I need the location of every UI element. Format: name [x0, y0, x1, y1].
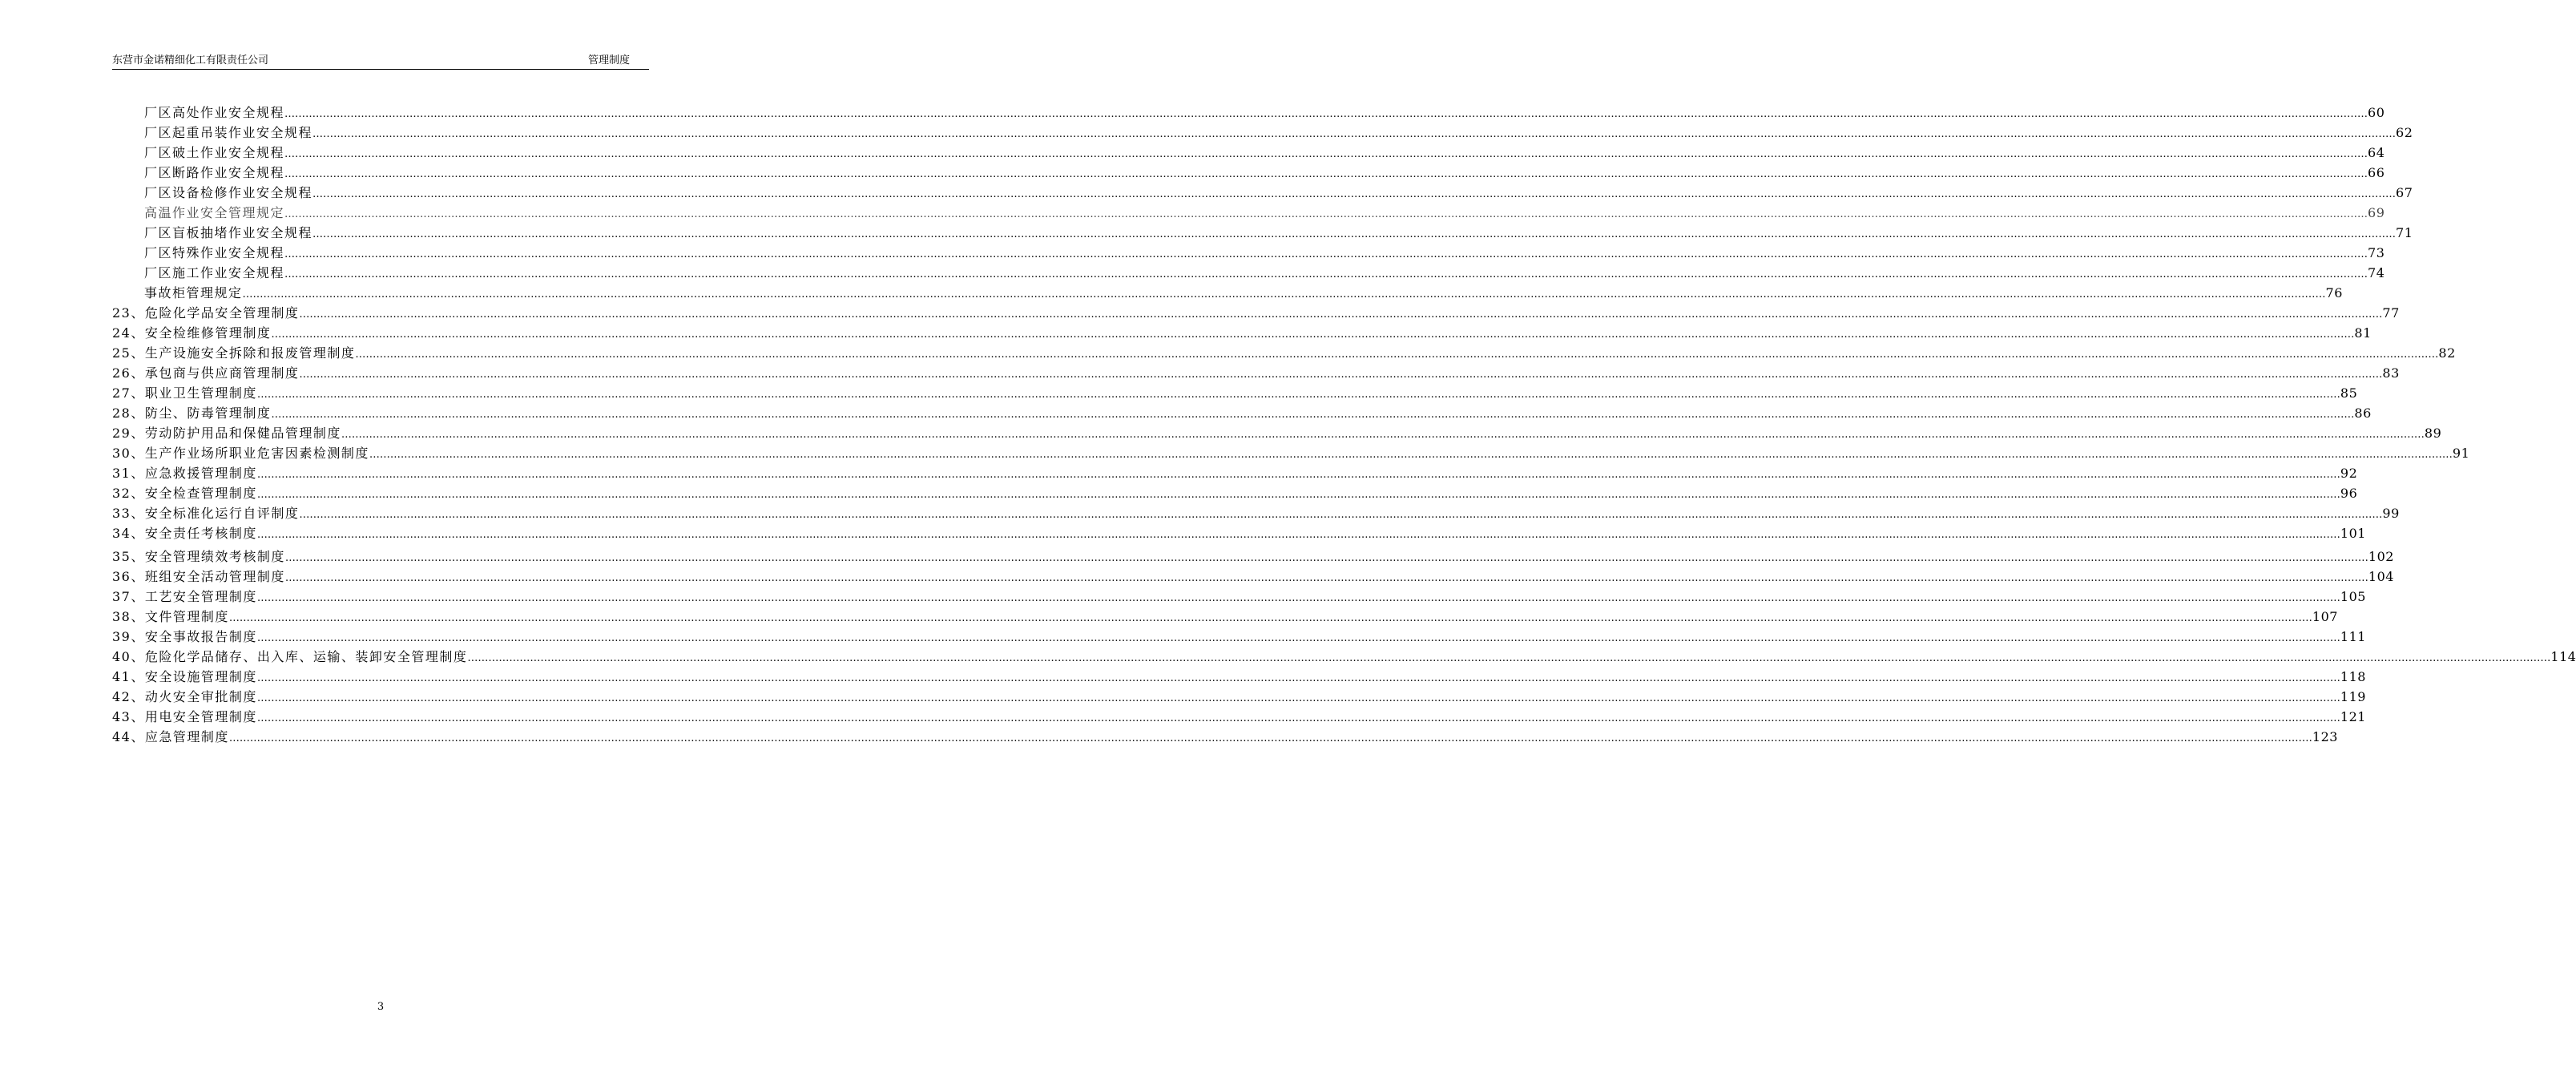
toc-entry-title: 厂区断路作业安全规程 [144, 165, 285, 180]
toc-entry-title: 厂区破土作业安全规程 [144, 145, 285, 160]
toc-entry-number: 27、 [112, 385, 145, 401]
toc-entry-number: 43、 [112, 709, 145, 724]
toc-entry-number: 40、 [112, 649, 145, 664]
toc-entry-page: 83 [2382, 365, 2400, 381]
dot-leader: …………………………………………………………………………………………………………………………………………………………………………………………………………………………………………………………………………………………………………………………………………………………………………………………………………………………………………………………………………………………………………………………………………………… [256, 672, 2340, 684]
toc-entry-number: 39、 [112, 629, 145, 644]
toc-entry [112, 567, 2394, 584]
toc-entry [144, 203, 2385, 220]
toc-entry [112, 343, 2456, 361]
toc-entry-title: 动火安全审批制度 [144, 689, 257, 704]
toc-entry [112, 383, 2358, 401]
toc-entry-page: 71 [2396, 225, 2413, 240]
toc-entry-page: 96 [2340, 486, 2358, 501]
toc-entry-title: 安全设施管理制度 [144, 669, 257, 684]
toc-entry [112, 423, 2442, 441]
toc-entry [112, 727, 2338, 744]
toc-entry [144, 263, 2385, 280]
company-name: 东营市金诺精细化工有限责任公司 [112, 54, 269, 67]
toc-entry-page: 118 [2340, 669, 2366, 684]
toc-entry-title: 安全管理绩效考核制度 [144, 549, 285, 564]
toc-entry-title: 安全事故报告制度 [144, 629, 257, 644]
dot-leader: …………………………………………………………………………………………………………………………………………………………………………………………………………………………………………………………………………………………………………………………………………………………………………………………………………………………………………………………………………………………………………………………………………………… [256, 692, 2340, 704]
dot-leader: …………………………………………………………………………………………………………………………………………………………………………………………………………………………………………………………………………………………………………………………………………………………………………………………………………………………………………………………………………………………………………………………………………………… [256, 469, 2340, 481]
toc-entry [112, 403, 2372, 421]
toc-entry-page: 62 [2396, 125, 2413, 140]
toc-entry-title: 安全责任考核制度 [144, 526, 257, 541]
toc-entry-title: 防尘、防毒管理制度 [144, 405, 272, 421]
toc-entry-page: 114 [2550, 649, 2576, 664]
toc-entry [144, 143, 2385, 160]
dot-leader: …………………………………………………………………………………………………………………………………………………………………………………………………………………………………………………………………………………………………………………………………………………………………………………………………………………………………………………………………………………………………………………………………………………… [299, 509, 2383, 521]
toc-entry [144, 223, 2413, 240]
dot-leader: …………………………………………………………………………………………………………………………………………………………………………………………………………………………………………………………………………………………………………………………………………………………………………………………………………………………………………………………………………………………………………………………………………………… [271, 409, 2355, 421]
toc-entry-number: 30、 [112, 446, 145, 461]
dot-leader: …………………………………………………………………………………………………………………………………………………………………………………………………………………………………………………………………………………………………………………………………………………………………………………………………………………………………………………………………………………………………………………………………………………… [299, 369, 2383, 381]
toc-entry-title: 高温作业安全管理规定 [144, 205, 285, 220]
toc-entry-page: 64 [2368, 145, 2385, 160]
toc-entry-number: 31、 [112, 466, 145, 481]
toc-entry [112, 463, 2358, 481]
toc-entry-page: 91 [2452, 446, 2470, 461]
dot-leader: …………………………………………………………………………………………………………………………………………………………………………………………………………………………………………………………………………………………………………………………………………………………………………………………………………………………………………………………………………………………………………………………………………………… [284, 268, 2368, 280]
toc-entry [112, 483, 2358, 501]
toc-entry-page: 60 [2368, 105, 2385, 120]
dot-leader: …………………………………………………………………………………………………………………………………………………………………………………………………………………………………………………………………………………………………………………………………………………………………………………………………………………………………………………………………………………………………………………………………………………… [256, 632, 2340, 644]
toc-entry-page: 67 [2396, 185, 2413, 200]
dot-leader: …………………………………………………………………………………………………………………………………………………………………………………………………………………………………………………………………………………………………………………………………………………………………………………………………………………………………………………………………………………………………………………………………………………… [312, 128, 2397, 140]
toc-entry [112, 363, 2400, 381]
toc-entry-title: 厂区盲板抽堵作业安全规程 [144, 225, 313, 240]
toc-entry-number: 44、 [112, 729, 145, 744]
toc-entry-number: 41、 [112, 669, 145, 684]
toc-entry [112, 687, 2366, 704]
toc-entry-title: 安全检维修管理制度 [144, 325, 272, 341]
toc-entry-title: 厂区特殊作业安全规程 [144, 245, 285, 260]
dot-leader: …………………………………………………………………………………………………………………………………………………………………………………………………………………………………………………………………………………………………………………………………………………………………………………………………………………………………………………………………………………………………………………………………………………… [467, 652, 2551, 664]
toc-entry-page: 119 [2340, 689, 2366, 704]
toc-entry-page: 89 [2424, 426, 2442, 441]
toc-entry-number: 28、 [112, 405, 145, 421]
dot-leader: …………………………………………………………………………………………………………………………………………………………………………………………………………………………………………………………………………………………………………………………………………………………………………………………………………………………………………………………………………………………………………………………………………………… [284, 108, 2368, 120]
dot-leader: …………………………………………………………………………………………………………………………………………………………………………………………………………………………………………………………………………………………………………………………………………………………………………………………………………………………………………………………………………………………………………………………………………………… [312, 188, 2397, 200]
toc-entry-title: 劳动防护用品和保健品管理制度 [144, 426, 341, 441]
toc-entry-title: 厂区设备检修作业安全规程 [144, 185, 313, 200]
toc-entry-title: 班组安全活动管理制度 [144, 569, 285, 584]
toc-entry-page: 82 [2438, 345, 2456, 361]
toc-entry [144, 183, 2413, 200]
dot-leader: …………………………………………………………………………………………………………………………………………………………………………………………………………………………………………………………………………………………………………………………………………………………………………………………………………………………………………………………………………………………………………………………………………………… [256, 529, 2340, 541]
toc-entry-number: 23、 [112, 305, 145, 321]
toc-entry [144, 103, 2385, 120]
toc-entry-title: 承包商与供应商管理制度 [144, 365, 300, 381]
toc-entry-number: 34、 [112, 526, 145, 541]
dot-leader: …………………………………………………………………………………………………………………………………………………………………………………………………………………………………………………………………………………………………………………………………………………………………………………………………………………………………………………………………………………………………………………………………………………… [256, 712, 2340, 724]
toc-entry-title: 厂区施工作业安全规程 [144, 265, 285, 280]
dot-leader: …………………………………………………………………………………………………………………………………………………………………………………………………………………………………………………………………………………………………………………………………………………………………………………………………………………………………………………………………………………………………………………………………………………… [284, 168, 2368, 180]
toc-entry-page: 102 [2368, 549, 2394, 564]
dot-leader: …………………………………………………………………………………………………………………………………………………………………………………………………………………………………………………………………………………………………………………………………………………………………………………………………………………………………………………………………………………………………………………………………………………… [284, 208, 2368, 220]
toc-entry-title: 危险化学品储存、出入库、运输、装卸安全管理制度 [144, 649, 468, 664]
toc-entry [112, 443, 2470, 461]
toc-entry-title: 危险化学品安全管理制度 [144, 305, 300, 321]
toc-entry-page: 81 [2354, 325, 2372, 341]
toc-entry-title: 用电安全管理制度 [144, 709, 257, 724]
dot-leader: …………………………………………………………………………………………………………………………………………………………………………………………………………………………………………………………………………………………………………………………………………………………………………………………………………………………………………………………………………………………………………………………………………………… [256, 489, 2340, 501]
dot-leader: …………………………………………………………………………………………………………………………………………………………………………………………………………………………………………………………………………………………………………………………………………………………………………………………………………………………………………………………………………………………………………………………………………………… [341, 429, 2425, 441]
toc-entry-number: 32、 [112, 486, 145, 501]
dot-leader: …………………………………………………………………………………………………………………………………………………………………………………………………………………………………………………………………………………………………………………………………………………………………………………………………………………………………………………………………………………………………………………………………………………… [284, 148, 2368, 160]
toc-entry [144, 163, 2385, 180]
section-name: 管理制度 [587, 54, 630, 67]
toc-entry-page: 105 [2340, 589, 2366, 604]
toc-entry [112, 523, 2366, 541]
toc-entry [112, 607, 2338, 624]
toc-entry-number: 37、 [112, 589, 145, 604]
toc-entry [144, 123, 2413, 140]
toc-entry-number: 36、 [112, 569, 145, 584]
toc-entry [112, 503, 2400, 521]
toc-entry-title: 应急救援管理制度 [144, 466, 257, 481]
toc-entry-number: 24、 [112, 325, 145, 341]
dot-leader: …………………………………………………………………………………………………………………………………………………………………………………………………………………………………………………………………………………………………………………………………………………………………………………………………………………………………………………………………………………………………………………………………………………… [355, 349, 2439, 361]
toc-entry-page: 123 [2312, 729, 2338, 744]
toc-entry [112, 323, 2372, 341]
dot-leader: …………………………………………………………………………………………………………………………………………………………………………………………………………………………………………………………………………………………………………………………………………………………………………………………………………………………………………………………………………………………………………………………………………………… [256, 592, 2340, 604]
toc-entry-page: 69 [2368, 205, 2385, 220]
toc-entry-title: 厂区起重吊装作业安全规程 [144, 125, 313, 140]
toc-entry [112, 707, 2366, 724]
toc-entry-title: 生产设施安全拆除和报废管理制度 [144, 345, 356, 361]
toc-entry-title: 工艺安全管理制度 [144, 589, 257, 604]
dot-leader: …………………………………………………………………………………………………………………………………………………………………………………………………………………………………………………………………………………………………………………………………………………………………………………………………………………………………………………………………………………………………………………………………………………… [284, 572, 2368, 584]
dot-leader: …………………………………………………………………………………………………………………………………………………………………………………………………………………………………………………………………………………………………………………………………………………………………………………………………………………………………………………………………………………………………………………………………………………… [299, 309, 2383, 321]
toc-entry [112, 587, 2366, 604]
toc-entry [112, 303, 2400, 321]
dot-leader: …………………………………………………………………………………………………………………………………………………………………………………………………………………………………………………………………………………………………………………………………………………………………………………………………………………………………………………………………………………………………………………………………………………… [228, 612, 2312, 624]
toc-entry-title: 职业卫生管理制度 [144, 385, 257, 401]
dot-leader: …………………………………………………………………………………………………………………………………………………………………………………………………………………………………………………………………………………………………………………………………………………………………………………………………………………………………………………………………………………………………………………………………………………… [284, 248, 2368, 260]
toc-entry-page: 74 [2368, 265, 2385, 280]
toc-entry-title: 事故柜管理规定 [144, 285, 243, 301]
toc-entry-title: 安全检查管理制度 [144, 486, 257, 501]
toc-entry-number: 25、 [112, 345, 145, 361]
toc-entry-page: 66 [2368, 165, 2385, 180]
dot-leader: …………………………………………………………………………………………………………………………………………………………………………………………………………………………………………………………………………………………………………………………………………………………………………………………………………………………………………………………………………………………………………………………………………………… [256, 389, 2340, 401]
toc-entry [112, 627, 2366, 644]
toc-entry [112, 667, 2366, 684]
toc-entry-page: 77 [2382, 305, 2400, 321]
toc-entry-number: 35、 [112, 549, 145, 564]
toc-entry-title: 安全标准化运行自评制度 [144, 506, 300, 521]
dot-leader: …………………………………………………………………………………………………………………………………………………………………………………………………………………………………………………………………………………………………………………………………………………………………………………………………………………………………………………………………………………………………………………………………………………… [312, 228, 2397, 240]
toc-entry [112, 547, 2394, 564]
toc-entry-page: 86 [2354, 405, 2372, 421]
dot-leader: …………………………………………………………………………………………………………………………………………………………………………………………………………………………………………………………………………………………………………………………………………………………………………………………………………………………………………………………………………………………………………………………………………………… [242, 288, 2326, 301]
toc-entry [112, 647, 2576, 664]
toc-entry-page: 111 [2340, 629, 2366, 644]
toc-entry-title: 厂区高处作业安全规程 [144, 105, 285, 120]
toc-entry-number: 42、 [112, 689, 145, 704]
toc-entry-page: 101 [2340, 526, 2366, 541]
page-number: 3 [377, 1001, 385, 1013]
dot-leader: …………………………………………………………………………………………………………………………………………………………………………………………………………………………………………………………………………………………………………………………………………………………………………………………………………………………………………………………………………………………………………………………………………………… [284, 552, 2368, 564]
toc-entry-page: 76 [2325, 285, 2343, 301]
toc-entry [144, 283, 2343, 301]
toc-entry-number: 38、 [112, 609, 145, 624]
dot-leader: …………………………………………………………………………………………………………………………………………………………………………………………………………………………………………………………………………………………………………………………………………………………………………………………………………………………………………………………………………………………………………………………………………………… [271, 329, 2355, 341]
toc-entry-title: 文件管理制度 [144, 609, 229, 624]
toc-entry-title: 应急管理制度 [144, 729, 229, 744]
toc-entry-page: 73 [2368, 245, 2385, 260]
dot-leader: …………………………………………………………………………………………………………………………………………………………………………………………………………………………………………………………………………………………………………………………………………………………………………………………………………………………………………………………………………………………………………………………………………………… [369, 449, 2453, 461]
toc-entry-title: 生产作业场所职业危害因素检测制度 [144, 446, 369, 461]
toc-entry [144, 243, 2385, 260]
toc-entry-number: 33、 [112, 506, 145, 521]
toc-entry-page: 107 [2312, 609, 2338, 624]
toc-entry-number: 29、 [112, 426, 145, 441]
toc-entry-page: 85 [2340, 385, 2358, 401]
toc-entry-number: 26、 [112, 365, 145, 381]
toc-entry-page: 99 [2382, 506, 2400, 521]
dot-leader: …………………………………………………………………………………………………………………………………………………………………………………………………………………………………………………………………………………………………………………………………………………………………………………………………………………………………………………………………………………………………………………………………………………… [228, 732, 2312, 744]
toc-entry-page: 121 [2340, 709, 2366, 724]
toc-entry-page: 92 [2340, 466, 2358, 481]
toc-entry-page: 104 [2368, 569, 2394, 584]
